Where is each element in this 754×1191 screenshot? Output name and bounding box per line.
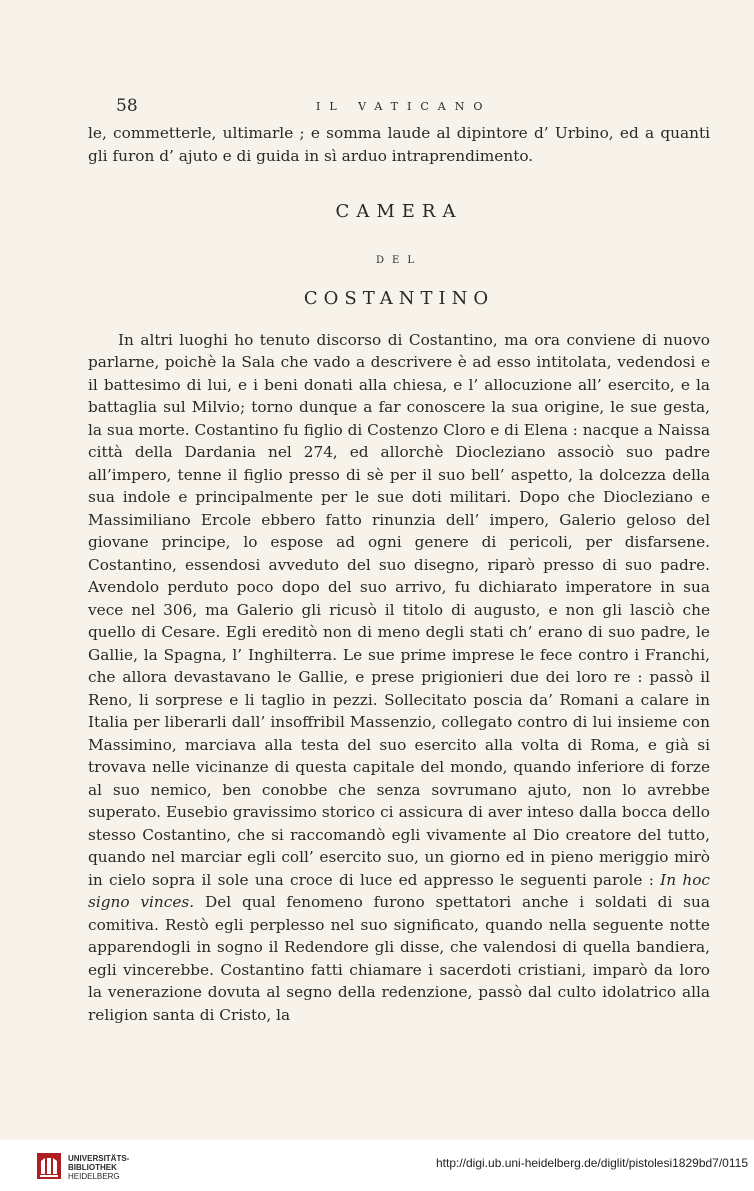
logo-line-3: HEIDELBERG (68, 1172, 120, 1181)
library-seal-icon (36, 1152, 62, 1180)
library-name (68, 1154, 129, 1181)
running-title: IL VATICANO (316, 100, 492, 113)
source-url[interactable]: http://digi.ub.uni-heidelberg.de/diglit/pistolesi1829bd7/0115 (435, 1156, 748, 1170)
chapter-title (88, 201, 710, 311)
title-line-3: COSTANTINO (303, 288, 495, 309)
main-text-before: In altri luoghi ho tenuto discorso di Costantino, ma ora conviene di nuovo parlarne, poichè la Sala che vado a descrivere è ad esso intitolata, vedendosi e il battesimo di lui, e i beni donati alla chiesa, e l’ allocuzione all’ esercito, e la battaglia sul Milvio; torno dunque a far conoscere la sua origine, le sue gesta, la sua morte. Costantino fu figlio di Costenzo Cloro e di Elena : nacque a Naissa città della Dardania nel 274, ed allorchè Diocleziano associò suo padre all’impero, tenne il figlio presso di sè per il suo bell’ aspetto, la dolcezza della sua indole e principalmente per le sue doti militari. Dopo che Diocleziano e Massimiliano Ercole ebbero fatto rinunzia dell’ impero, Galerio geloso del giovane principe, lo espose ad ogni genere di pericoli, per disfarsene. Costantino, essendosi avveduto del suo disegno, riparò presso di suo padre. Avendolo perduto poco dopo del suo arrivo, fu dichiarato imperatore in sua vece nel 306, ma Galerio gli ricusò il titolo di augusto, e non gli lasciò che quello di Cesare. Egli ereditò non di meno degli stati ch’ erano di suo padre, le Gallie, la Spagna, l’ Inghilterra. Le sue prime imprese le fece contro i Franchi, che allora devastavano le Gallie, e prese prigionieri due dei loro re : passò il Reno, li sorprese e li taglio in pezzi. Sollecitato poscia da’ Romani a calare in Italia per liberarli dall’ insoffribil Massenzio, collegato contro di lui insieme con Massimino, marciava alla testa del suo esercito alla volta di Roma, e già si trovava nelle vicinanze di questa capitale del mondo, quando inferiore di forze al suo nemico, ben conobbe che senza sovrumano ajuto, non lo avrebbe superato. Eusebio gravissimo storico ci assicura di aver inteso dalla bocca dello stesso Costantino, che si raccomandò egli vivamente al Dio creatore del tutto, quando nel marciar egli coll’ esercito suo, un giorno ed in pieno meriggio mirò in cielo sopra il sole una croce di luce ed appresso le seguenti parole : (88, 330, 710, 889)
title-line-2: DEL (376, 254, 422, 266)
logo-line-1: UNIVERSITÄTS- (68, 1154, 130, 1163)
main-text-italic: In hoc signo vinces. (88, 870, 710, 911)
page-number: 58 (116, 96, 138, 116)
body-text (88, 122, 710, 1026)
intro-paragraph: le, commetterle, ultimarle ; e somma laude al dipintore d’ Urbino, ed a quanti gli furon d’ ajuto e di guida in sì arduo intraprendimento. (88, 124, 710, 165)
page-header (0, 96, 754, 118)
library-logo[interactable] (36, 1150, 166, 1184)
main-text-after: Del qual fenomeno furono spettatori anche i soldati di sua comitiva. Restò egli perplesso nel suo significato, quando nella seguente notte apparendogli in sogno il Redendore gli disse, che valendosi di quella bandiera, egli vincerebbe. Costantino fatti chiamare i sacerdoti cristiani, imparò da loro la venerazione dovuta al segno della redenzione, passò dal culto idolatrico alla religion santa di Cristo, la (88, 893, 710, 1024)
footer-bar (0, 1140, 754, 1191)
title-line-1: CAMERA (335, 201, 463, 222)
logo-line-2: BIBLIOTHEK (68, 1163, 117, 1172)
main-paragraph (88, 329, 710, 1027)
